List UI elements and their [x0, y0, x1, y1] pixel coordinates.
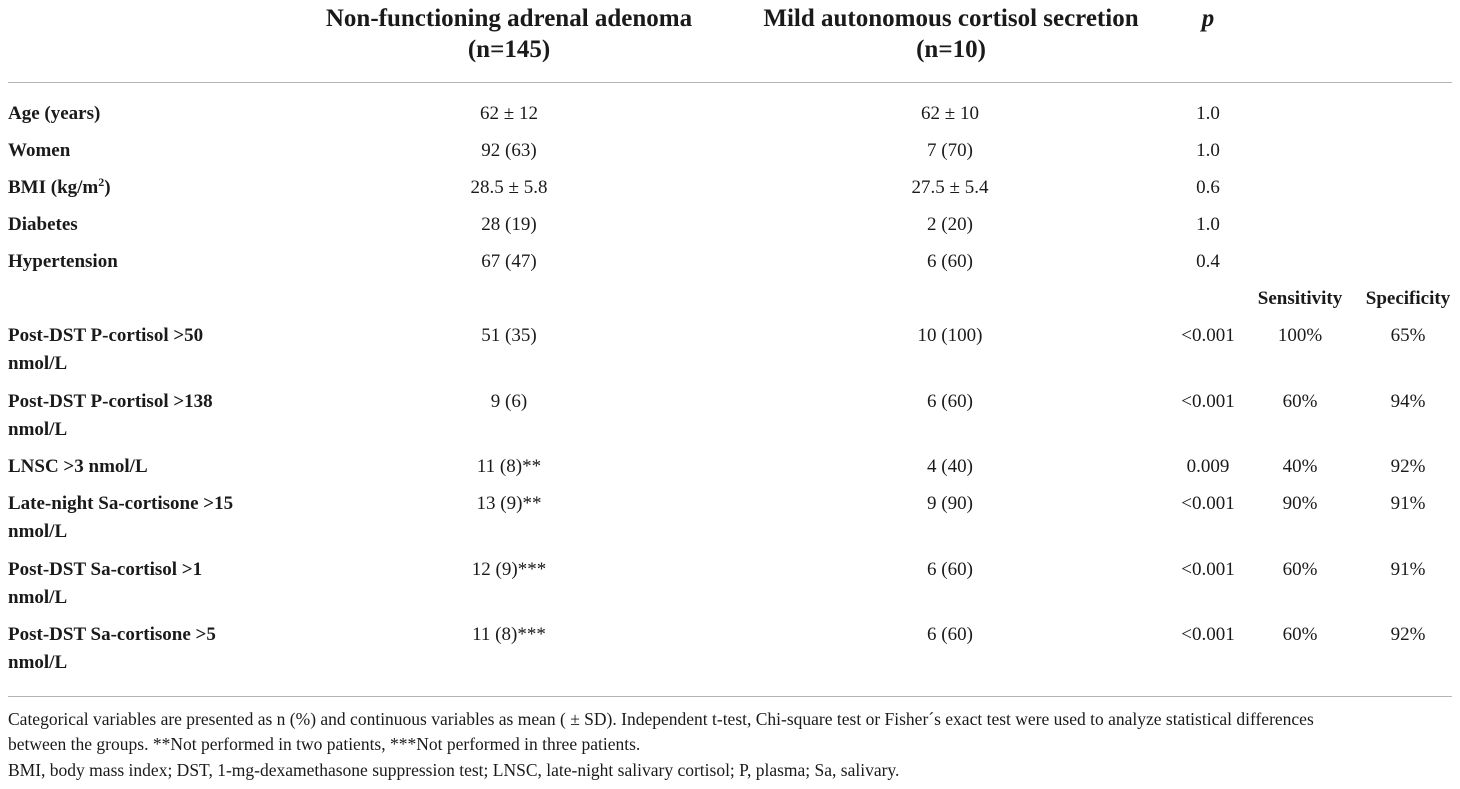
cell-sens-post-dst-sa-cortisone: 60% — [1282, 624, 1318, 645]
row-label-post-dst-p-cortisol-50 — [8, 322, 203, 378]
cell-naa-post-dst-p-cortisol-50: 51 (35) — [481, 325, 537, 346]
cell-spec-late-night-sa-cortisone: 91% — [1390, 493, 1426, 514]
cell-spec-post-dst-sa-cortisone: 92% — [1390, 624, 1426, 645]
row-label-bmi-end: ) — [104, 177, 111, 198]
row-label-line2: nmol/L — [8, 419, 68, 440]
cell-naa-late-night-sa-cortisone: 13 (9)** — [476, 493, 542, 514]
subheader-sensitivity: Sensitivity — [1257, 288, 1343, 309]
row-label-line2: nmol/L — [8, 652, 68, 673]
row-label-post-dst-sa-cortisol — [8, 556, 202, 612]
row-label-post-dst-sa-cortisone — [8, 621, 216, 677]
cell-spec-post-dst-p-cortisol-138: 94% — [1390, 391, 1426, 412]
cell-p-women: 1.0 — [1196, 140, 1220, 161]
row-label-line1: Post-DST Sa-cortisone >5 — [8, 624, 216, 645]
cell-spec-lnsc: 92% — [1390, 456, 1426, 477]
cell-naa-lnsc: 11 (8)** — [476, 456, 542, 477]
cell-spec-post-dst-p-cortisol-50: 65% — [1390, 325, 1426, 346]
cell-macs-post-dst-sa-cortisone: 6 (60) — [927, 624, 973, 645]
footnote-line3: BMI, body mass index; DST, 1-mg-dexamethasone suppression test; LNSC, late-night salivary cortisol; P, plasma; Sa, salivary. — [8, 760, 900, 780]
cell-macs-late-night-sa-cortisone: 9 (90) — [927, 493, 973, 514]
cell-p-diabetes: 1.0 — [1196, 214, 1220, 235]
cell-naa-age: 62 ± 12 — [480, 103, 538, 124]
cell-macs-diabetes: 2 (20) — [927, 214, 973, 235]
row-label-women: Women — [8, 140, 71, 161]
cell-macs-women: 7 (70) — [927, 140, 973, 161]
header-col2-line2: (n=10) — [916, 36, 986, 63]
cell-sens-post-dst-sa-cortisol: 60% — [1282, 559, 1318, 580]
header-p-value: p — [1201, 5, 1215, 32]
header-col1-line2: (n=145) — [467, 36, 551, 63]
cell-naa-post-dst-p-cortisol-138: 9 (6) — [490, 391, 528, 412]
header-non-functioning-adrenal-adenoma — [284, 3, 734, 65]
cell-macs-age: 62 ± 10 — [921, 103, 979, 124]
cell-naa-women: 92 (63) — [481, 140, 537, 161]
row-label-line1: Post-DST P-cortisol >138 — [8, 391, 213, 412]
subheader-specificity: Specificity — [1365, 288, 1451, 309]
cell-naa-post-dst-sa-cortisone: 11 (8)*** — [472, 624, 546, 645]
cell-p-hypertension: 0.4 — [1196, 251, 1220, 272]
cell-macs-lnsc: 4 (40) — [927, 456, 973, 477]
cell-spec-post-dst-sa-cortisol: 91% — [1390, 559, 1426, 580]
row-label-line1: Post-DST P-cortisol >50 — [8, 325, 204, 346]
cell-p-lnsc: 0.009 — [1186, 456, 1230, 477]
cell-p-post-dst-p-cortisol-138: <0.001 — [1181, 391, 1235, 412]
row-label-diabetes: Diabetes — [8, 214, 78, 235]
row-label-hypertension: Hypertension — [8, 251, 118, 272]
row-label-line2: nmol/L — [8, 353, 68, 374]
row-label-post-dst-p-cortisol-138 — [8, 388, 213, 444]
row-label-line2: nmol/L — [8, 521, 68, 542]
row-label-bmi-main: BMI (kg/m — [8, 177, 99, 198]
cell-p-age: 1.0 — [1196, 103, 1220, 124]
row-label-line1: Late-night Sa-cortisone >15 — [8, 493, 234, 514]
cell-p-late-night-sa-cortisone: <0.001 — [1181, 493, 1235, 514]
cell-sens-lnsc: 40% — [1282, 456, 1318, 477]
cell-naa-hypertension: 67 (47) — [481, 251, 537, 272]
header-rule — [8, 82, 1452, 83]
cell-sens-post-dst-p-cortisol-50: 100% — [1277, 325, 1323, 346]
footnote-line1: Categorical variables are presented as n (%) and continuous variables as mean ( ± SD). Independent t-test, Chi-square test or Fisher´s exact test were used to analyze statistical differences — [8, 709, 1314, 729]
footer-rule — [8, 696, 1452, 697]
cell-macs-post-dst-sa-cortisol: 6 (60) — [927, 559, 973, 580]
cell-sens-post-dst-p-cortisol-138: 60% — [1282, 391, 1318, 412]
footnote-line2: between the groups. **Not performed in two patients, ***Not performed in three patients. — [8, 734, 641, 754]
cell-p-post-dst-sa-cortisone: <0.001 — [1181, 624, 1235, 645]
row-label-line1: Post-DST Sa-cortisol >1 — [8, 559, 203, 580]
cell-p-post-dst-p-cortisol-50: <0.001 — [1181, 325, 1235, 346]
cell-sens-late-night-sa-cortisone: 90% — [1282, 493, 1318, 514]
cell-p-bmi: 0.6 — [1196, 177, 1220, 198]
cell-macs-post-dst-p-cortisol-50: 10 (100) — [917, 325, 983, 346]
header-mild-autonomous-cortisol-secretion — [726, 3, 1176, 65]
cell-macs-hypertension: 6 (60) — [927, 251, 973, 272]
cell-macs-bmi: 27.5 ± 5.4 — [911, 177, 989, 198]
cell-naa-bmi: 28.5 ± 5.8 — [470, 177, 548, 198]
cell-p-post-dst-sa-cortisol: <0.001 — [1181, 559, 1235, 580]
cell-naa-post-dst-sa-cortisol: 12 (9)*** — [471, 559, 547, 580]
row-label-late-night-sa-cortisone — [8, 490, 233, 546]
header-col2-line1: Mild autonomous cortisol secretion — [763, 5, 1139, 32]
row-label-line2: nmol/L — [8, 587, 68, 608]
row-label-bmi-sup: 2 — [98, 175, 105, 189]
cell-macs-post-dst-p-cortisol-138: 6 (60) — [927, 391, 973, 412]
cell-naa-diabetes: 28 (19) — [481, 214, 537, 235]
row-label-age: Age (years) — [8, 103, 101, 124]
header-col1-line1: Non-functioning adrenal adenoma — [325, 5, 693, 32]
row-label-lnsc: LNSC >3 nmol/L — [8, 456, 148, 477]
row-label-bmi — [8, 174, 111, 202]
